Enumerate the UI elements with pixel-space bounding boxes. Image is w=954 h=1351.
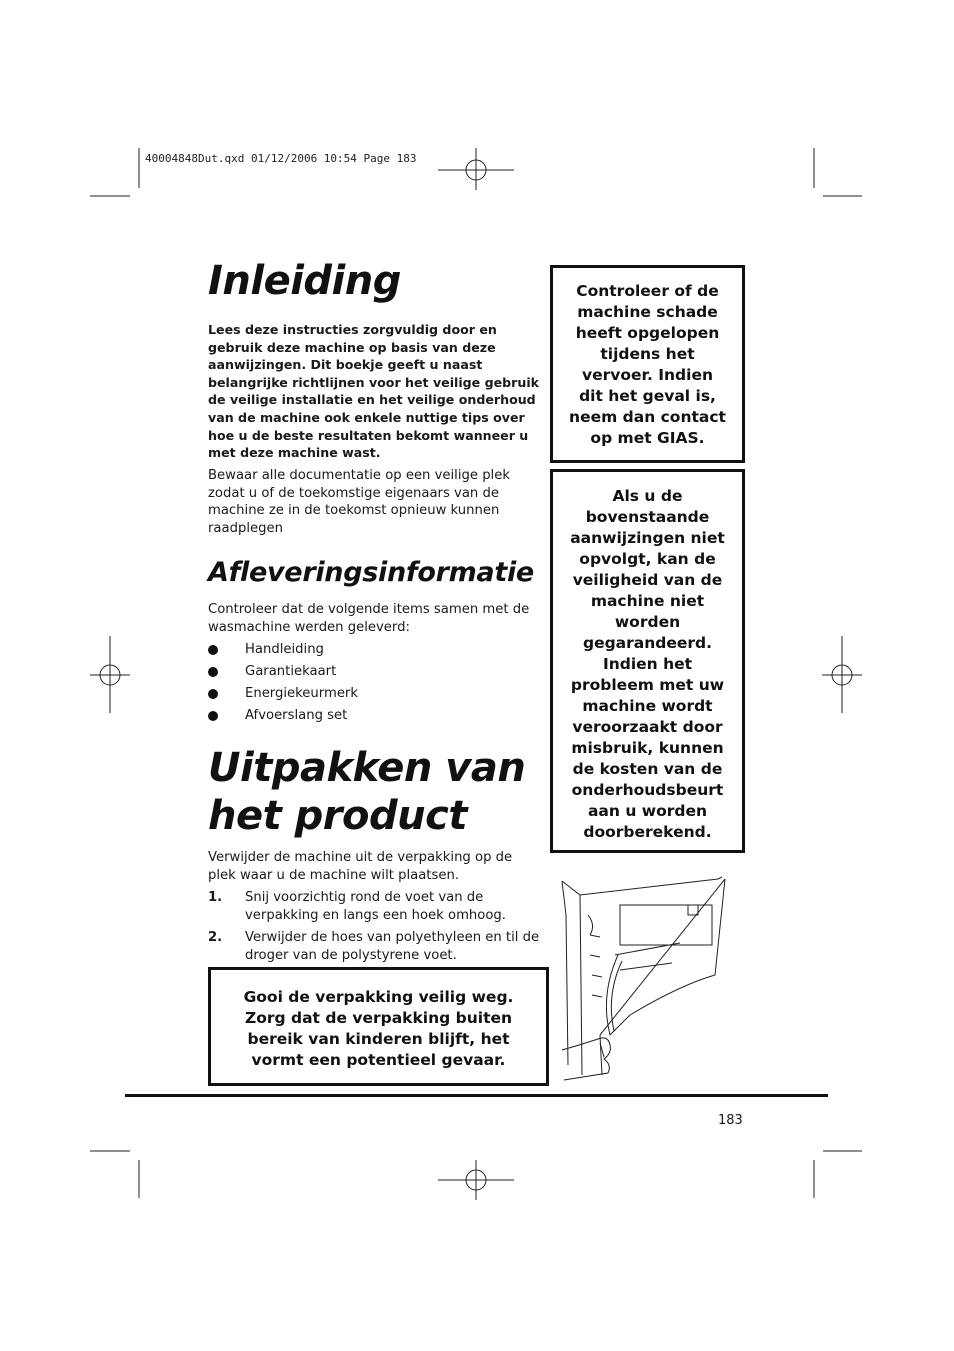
delivery-title: Afleveringsinformatie bbox=[208, 557, 534, 588]
intro-text: Bewaar alle documentatie op een veilige plek zodat u of de toekomstige eigenaars van de machine ze in de toekomst opnieuw kunnen raadplegen bbox=[208, 468, 510, 536]
delivery-item: Handleiding bbox=[208, 641, 553, 659]
unpack-text: Verwijder de machine uit de verpakking op de plek waar u de machine wilt plaatsen. bbox=[208, 850, 513, 883]
bullet-icon bbox=[208, 645, 218, 655]
delivery-item: Afvoerslang set bbox=[208, 707, 553, 725]
unpacking-illustration bbox=[560, 875, 735, 1085]
delivery-item: Energiekeurmerk bbox=[208, 685, 553, 703]
unpack-title-line2: het product bbox=[208, 793, 467, 839]
intro-title: Inleiding bbox=[208, 258, 401, 304]
unpack-step: 2. Verwijder de hoes van polyethyleen en til de droger van de polystyrene voet. bbox=[208, 930, 540, 963]
bullet-icon bbox=[208, 689, 218, 699]
guarantee-box: Als u de bovenstaande aanwijzingen niet opvolgt, kan de veiligheid van de machine niet worden gegarandeerd. Indien het probleem met uw machine wordt veroorzaakt door misbruik, kunnen de kosten van de onderhoudsbeurt aan u worden doorberekend. bbox=[550, 469, 745, 853]
unpack-step: 1. Snij voorzichtig rond de voet van de verpakking en langs een hoek omhoog. bbox=[208, 890, 506, 923]
page-number: 183 bbox=[718, 1113, 743, 1128]
bullet-icon bbox=[208, 711, 218, 721]
bullet-icon bbox=[208, 667, 218, 677]
packaging-warning-box: Gooi de verpakking veilig weg. Zorg dat de verpakking buiten bereik van kinderen blijft, het vormt een potentieel gevaar. bbox=[208, 967, 549, 1086]
file-slug: 40004848Dut.qxd 01/12/2006 10:54 Page 183 bbox=[145, 152, 417, 165]
delivery-text: Controleer dat de volgende items samen met de wasmachine werden geleverd: bbox=[208, 602, 530, 635]
unpack-title-line1: Uitpakken van bbox=[208, 745, 526, 791]
intro-bold-text: Lees deze instructies zorgvuldig door en gebruik deze machine op basis van deze aanwijzingen. Dit boekje geeft u naast belangrijke richtlijnen voor het veilige gebruik de veilige installatie en het veilige onderhoud van de machine ook enkele nuttige tips over hoe u de beste resultaten bekomt wanneer u met deze machine wast. bbox=[208, 322, 540, 461]
delivery-item: Garantiekaart bbox=[208, 663, 553, 681]
footer-rule bbox=[125, 1094, 828, 1097]
damage-check-box: Controleer of de machine schade heeft opgelopen tijdens het vervoer. Indien dit het geval is, neem dan contact op met GIAS. bbox=[550, 265, 745, 463]
